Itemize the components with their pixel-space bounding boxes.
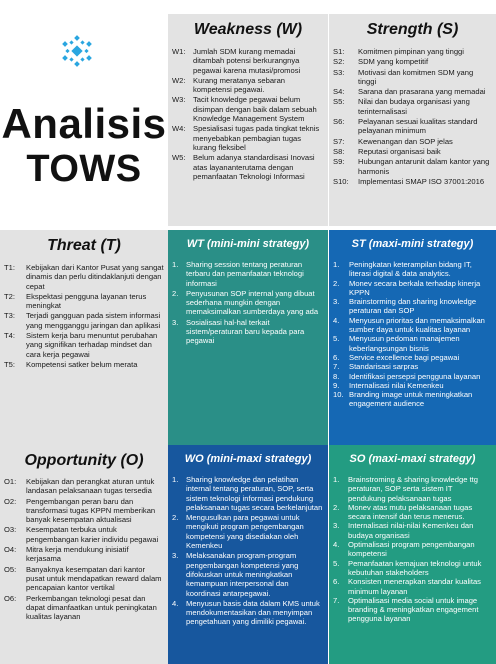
st-strategy-panel — [329, 230, 496, 445]
item-number: 10. — [333, 390, 344, 400]
list-item — [4, 497, 164, 525]
item-text: Jumlah SDM kurang memadai ditambah potensi berkurangnya pegawai karena mutasi/promosi — [193, 47, 301, 75]
item-text: Banyaknya kesempatan dari kantor pusat untuk mendapatkan reward dalam pencapaian kantor vertikal — [26, 564, 162, 593]
list-item — [4, 292, 164, 311]
item-number: 4. — [172, 598, 179, 608]
item-number: O1: — [4, 477, 17, 486]
list-item — [172, 95, 324, 123]
item-text: Melaksanakan program-program pengembangan kompetensi yang difokuskan untuk meningkatkan kemampuan interpersonal dan koordinasi antarpegawai. — [186, 551, 299, 598]
item-text: Spesialisasi tugas pada tingkat teknis menyebabkan pembagian tugas kurang fleksibel — [193, 124, 320, 152]
item-text: Identifikasi persepsi pengguna layanan — [349, 371, 481, 381]
list-item — [333, 390, 492, 409]
wt-title: WT (mini-mini strategy) — [186, 238, 310, 250]
item-text: Penyusunan SOP internal yang dibuat sederhana mungkin dengan memaksimalkan sumberdaya yang ada — [186, 288, 319, 317]
item-number: 5. — [333, 558, 340, 568]
list-item — [333, 381, 492, 390]
item-text: Monev atas mutu pelaksanaan tugas secara intensif dan terus menerus. — [348, 502, 473, 522]
item-text: Mitra kerja mendukung inisiatif kerjasama — [26, 545, 129, 564]
item-number: 4. — [333, 315, 340, 325]
item-number: 3. — [172, 317, 179, 327]
threat-title: Threat (T) — [47, 237, 121, 254]
opportunity-title: Opportunity (O) — [24, 452, 144, 469]
item-number: O4: — [4, 545, 17, 555]
item-number: S8: — [333, 146, 345, 156]
list-item — [172, 599, 324, 627]
item-text: Sharing session tentang peraturan terbaru dan pemanfaatan teknologi informasi — [186, 260, 304, 288]
wt-list — [168, 250, 328, 346]
item-number: O2: — [4, 496, 17, 506]
list-item — [333, 68, 492, 87]
list-item — [172, 551, 324, 597]
item-number: T1: — [4, 263, 15, 272]
list-item — [4, 565, 164, 593]
list-item — [172, 318, 324, 346]
item-number: 1. — [172, 260, 179, 269]
list-item — [333, 117, 492, 136]
weakness-panel — [168, 14, 328, 226]
item-text: Pengembangan peran baru dan transformasi tugas KPPN memberikan banyak kesempatan aktualisasi — [26, 496, 156, 525]
item-text: Internalisasi nilai-nilai Kemenkeu dan budaya organisasi — [348, 521, 474, 540]
item-text: Pemanfaatan kemajuan teknologi untuk kebutuhan stakeholders — [348, 558, 482, 577]
item-number: W2: — [172, 75, 186, 85]
item-number: 2. — [333, 502, 340, 512]
wo-list — [168, 465, 328, 627]
strength-list — [329, 39, 496, 186]
item-text: Implementasi SMAP ISO 37001:2016 — [358, 176, 485, 186]
list-item — [333, 559, 492, 578]
item-text: Sharing knowledge dan pelatihan internal tentang peraturan, SOP, serta sistem teknologi informasi pendukung pelaksanaan tugas secara berkelanjutan — [186, 475, 323, 512]
list-item — [333, 475, 492, 503]
item-text: Ekspektasi pengguna layanan terus meningkat — [26, 291, 147, 311]
item-text: Kebijakan dari Kantor Pusat yang sangat dinamis dan perlu ditindaklanjuti dengan cepat — [26, 263, 164, 291]
item-text: Menyusun basis data dalam KMS untuk mendokumentasikan dan menyimpan pengetahuan yang dimiliki pegawai. — [186, 598, 320, 627]
list-item — [172, 76, 324, 95]
item-text: Monev secara berkala terhadap kinerja KPPN — [349, 278, 481, 297]
item-number: S3: — [333, 67, 345, 77]
list-item — [333, 279, 492, 298]
list-item — [333, 577, 492, 596]
item-number: S7: — [333, 136, 345, 146]
so-strategy-panel — [329, 445, 496, 664]
list-item — [333, 147, 492, 156]
list-item — [172, 513, 324, 550]
list-item — [333, 260, 492, 279]
list-item — [333, 503, 492, 522]
strength-panel — [329, 14, 496, 226]
item-number: T4: — [4, 331, 15, 341]
item-number: S4: — [333, 87, 345, 97]
item-number: 5. — [333, 334, 340, 344]
item-text: Nilai dan budaya organisasi yang terinternalisasi — [358, 97, 470, 116]
item-text: Brainstroming & sharing knowledge ttg peraturan, SOP serta sistem IT pendukung pelaksanaan tugas — [348, 475, 479, 503]
item-text: Optimalisasi program pengembangan kompetensi — [348, 540, 475, 559]
item-text: Service excellence bagi pegawai — [349, 352, 460, 362]
item-number: O6: — [4, 593, 17, 603]
item-number: S1: — [333, 47, 345, 56]
list-item — [333, 334, 492, 353]
wo-title: WO (mini-maxi strategy) — [184, 453, 312, 465]
list-item — [333, 372, 492, 381]
network-hexagon-icon — [60, 34, 94, 68]
item-number: 6. — [333, 352, 340, 362]
list-item — [333, 57, 492, 66]
item-number: 1. — [172, 475, 179, 484]
weakness-title: Weakness (W) — [193, 21, 303, 38]
list-item — [4, 263, 164, 291]
item-text: Optimalisasi media social untuk image branding & meningkatkan engagement pengguna layanan — [348, 595, 479, 624]
item-number: 2. — [172, 288, 179, 298]
list-item — [333, 297, 492, 316]
item-number: 6. — [333, 577, 340, 587]
item-number: W5: — [172, 153, 186, 163]
so-list — [329, 465, 496, 624]
opportunity-list — [0, 470, 168, 621]
item-number: 1. — [333, 260, 340, 269]
item-number: 9. — [333, 380, 340, 390]
strength-title: Strength (S) — [366, 21, 459, 38]
item-number: W4: — [172, 124, 186, 134]
threat-panel — [0, 230, 168, 445]
list-item — [4, 525, 164, 544]
st-title: ST (maxi-mini strategy) — [351, 238, 474, 250]
list-item — [172, 47, 324, 75]
item-text: Tacit knowledge pegawai belum disimpan dengan baik dalam sebuah Knowledge Management System — [193, 95, 317, 124]
item-text: Reputasi organisasi baik — [358, 146, 441, 156]
item-number: S9: — [333, 157, 345, 167]
st-list — [329, 250, 496, 409]
item-text: Kesempatan terbuka untuk pengembangan karier individu pegawai — [26, 525, 159, 544]
item-number: S2: — [333, 57, 345, 67]
item-text: Kebijakan dan perangkat aturan untuk landasan pelaksanaan tugas tersedia — [26, 477, 155, 496]
item-text: Kompetensi satker belum merata — [26, 359, 138, 369]
item-number: O3: — [4, 525, 17, 535]
item-text: Sosialisasi hal-hal terkait sistem/peraturan baru kepada para pegawai — [186, 317, 305, 346]
item-text: Kewenangan dan SOP jelas — [358, 136, 453, 146]
item-text: Internalisasi nilai Kemenkeu — [349, 380, 444, 390]
item-number: T3: — [4, 311, 15, 321]
list-item — [172, 289, 324, 317]
item-number: W1: — [172, 47, 186, 56]
item-text: Belum adanya standardisasi Inovasi atas layananterutama dengan pemanfaatan Teknologi Informasi — [193, 153, 315, 181]
item-number: 1. — [333, 475, 340, 484]
list-item — [333, 596, 492, 624]
item-number: 2. — [172, 513, 179, 523]
item-number: 3. — [172, 551, 179, 561]
list-item — [172, 124, 324, 152]
list-item — [333, 157, 492, 176]
list-item — [172, 475, 324, 512]
item-text: Brainstorming dan sharing knowledge peraturan dan SOP — [349, 297, 477, 316]
item-number: T2: — [4, 291, 15, 301]
item-text: Konsisten menerapkan standar kualitas minimum layanan — [348, 577, 481, 596]
list-item — [333, 177, 492, 186]
item-number: 7. — [333, 595, 340, 605]
weakness-list — [168, 39, 328, 181]
item-number: 3. — [333, 297, 340, 307]
item-text: Motivasi dan komitmen SDM yang tinggi — [358, 67, 474, 86]
item-text: Sarana dan prasarana yang memadai — [358, 87, 486, 97]
list-item — [333, 316, 492, 335]
title-tows: TOWS — [26, 148, 142, 190]
item-number: W3: — [172, 95, 186, 105]
item-number: 4. — [333, 540, 340, 550]
item-number: 3. — [333, 521, 340, 531]
item-number: T5: — [4, 359, 15, 369]
threat-list — [0, 255, 168, 369]
item-text: Komitmen pimpinan yang tinggi — [358, 47, 464, 56]
title-analisis: Analisis — [1, 100, 167, 147]
item-text: Standarisasi sarpras — [349, 362, 419, 372]
item-number: S10: — [333, 176, 349, 186]
item-text: Menyusun pedoman manajemen keberlangsungan bisnis — [349, 334, 460, 353]
list-item — [4, 311, 164, 330]
item-number: S6: — [333, 117, 345, 127]
list-item — [4, 594, 164, 622]
item-number: 7. — [333, 362, 340, 372]
list-item — [4, 360, 164, 369]
list-item — [333, 47, 492, 56]
opportunity-panel — [0, 445, 168, 664]
item-text: Sistem kerja baru menuntut perubahan yang signifikan terhadap mindset dan cara kerja pegawai — [26, 331, 158, 359]
item-text: Pelayanan sesuai kualitas standard pelayanan minimum — [358, 117, 478, 136]
list-item — [333, 87, 492, 96]
logo-panel — [0, 14, 168, 226]
item-text: Hubungan antarunit dalam kantor yang harmonis — [358, 157, 490, 176]
list-item — [333, 137, 492, 146]
item-text: Kurang meratanya sebaran kompetensi pegawai. — [193, 75, 286, 95]
list-item — [172, 153, 324, 181]
list-item — [4, 331, 164, 359]
item-text: SDM yang kompetitif — [358, 57, 429, 67]
item-text: Peningkatan keterampilan bidang IT, literasi digital & data analytics. — [349, 260, 472, 279]
so-title: SO (maxi-maxi strategy) — [349, 453, 476, 465]
list-item — [333, 97, 492, 116]
list-item — [4, 545, 164, 564]
list-item — [333, 362, 492, 371]
wt-strategy-panel — [168, 230, 328, 445]
item-text: Mengusulkan para pegawai untuk mengikuti program pengembangan kompetensi yang disediakan oleh Kemenkeu — [186, 513, 304, 551]
item-number: 2. — [333, 278, 340, 288]
list-item — [172, 260, 324, 288]
item-number: 8. — [333, 371, 340, 381]
item-text: Perkembangan teknologi pesat dan dapat dimanfaatkan untuk peningkatan kualitas layanan — [26, 593, 157, 622]
item-number: S5: — [333, 97, 345, 107]
item-text: Terjadi gangguan pada sistem informasi yang mengganggu jaringan dan aplikasi — [26, 311, 161, 330]
list-item — [4, 477, 164, 496]
list-item — [333, 540, 492, 559]
item-number: O5: — [4, 564, 17, 574]
wo-strategy-panel — [168, 445, 328, 664]
item-text: Menyusun prioritas dan memaksimalkan sumber daya untuk kualitas layanan — [349, 315, 485, 335]
list-item — [333, 353, 492, 362]
item-text: Branding image untuk meningkatkan engagement audience — [349, 390, 473, 409]
list-item — [333, 521, 492, 540]
